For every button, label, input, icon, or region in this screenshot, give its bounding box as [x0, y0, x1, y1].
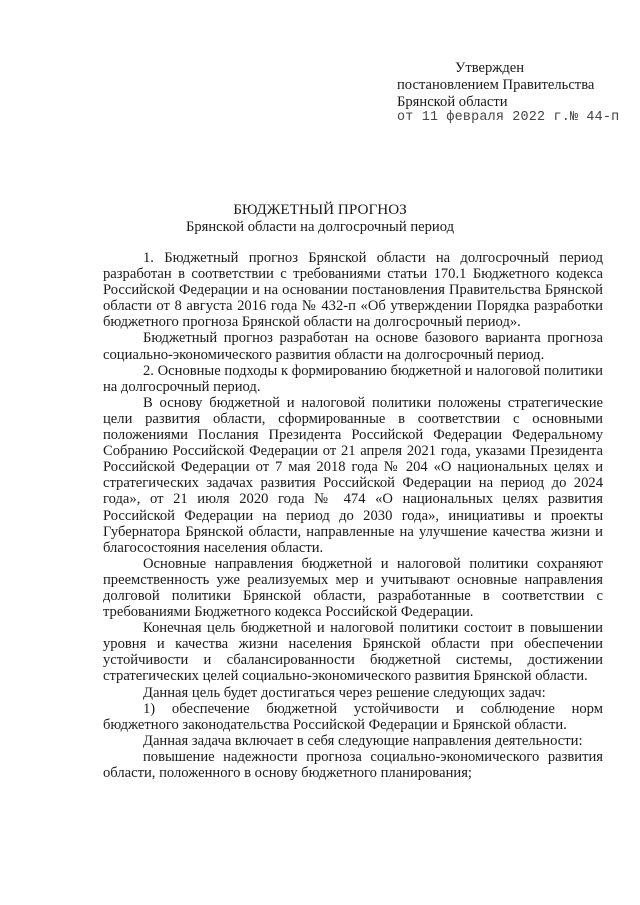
paragraph: 2. Основные подходы к формированию бюджетной и налоговой политики на долгосрочный период. — [103, 362, 603, 395]
paragraph: Основные направления бюджетной и налоговой политики сохраняют преемственность уже реализуемых мер и учитывают основные направления долговой политики Брянской области, разработанные в соответствии с требованиями Бюджетного кодекса Российской Федерации. — [103, 555, 603, 621]
paragraph: В основу бюджетной и налоговой политики положены стратегические цели развития области, сформированные в соответствии с основными положениями Послания Президента Российской Федерации Федеральному Собранию Российской Федерации от 21 апреля 2021 года, указами Президента Российской Федерации от 7 мая 2018 года № 204 «О национальных целях и стратегических задачах развития Российской Федерации на период до 2024 года», от 21 июля 2020 года № 474 «О национальных целях развития Российской Федерации на период до 2030 года», инициативы и проекты Губернатора Брянской области, направленные на улучшение качества жизни и благосостояния населения области. — [103, 394, 603, 556]
paragraph: 1. Бюджетный прогноз Брянской области на долгосрочный период разработан в соответствии с требованиями статьи 170.1 Бюджетного кодекса Российской Федерации и на основании постановления Правительства Брянской области от 8 августа 2016 года № 432-п «Об утверждении Порядка разработки бюджетного прогноза Брянской области на долгосрочный период». — [103, 250, 603, 331]
approval-line-2: Брянской области — [397, 93, 508, 110]
paragraph: Данная задача включает в себя следующие направления деятельности: — [143, 732, 583, 749]
approval-title: Утвержден — [455, 60, 525, 76]
document-subtitle: Брянской области на долгосрочный период — [185, 219, 455, 235]
paragraph: Данная цель будет достигаться через решение следующих задач: — [143, 684, 546, 701]
document-body — [103, 250, 603, 781]
approval-line-1: постановлением Правительства — [397, 76, 595, 93]
approval-stamp — [397, 60, 627, 127]
paragraph: повышение надежности прогноза социально-экономического развития области, положенного в основу бюджетного планирования; — [103, 748, 603, 781]
paragraph: Бюджетный прогноз разработан на основе базового варианта прогноза социально-экономического развития области на долгосрочный период. — [103, 330, 603, 363]
paragraph: 1) обеспечение бюджетной устойчивости и соблюдение норм бюджетного законодательства Российской Федерации и Брянской области. — [103, 700, 603, 733]
approval-date: от 11 февраля 2022 г.№ 44-п — [397, 110, 620, 126]
paragraph: Конечная цель бюджетной и налоговой политики состоит в повышении уровня и качества жизни населения Брянской области при обеспечении устойчивости и сбалансированности бюджетной системы, достижении стратегических целей социально-экономического развития Брянской области. — [103, 620, 603, 685]
document-title: БЮДЖЕТНЫЙ ПРОГНОЗ — [233, 201, 407, 218]
